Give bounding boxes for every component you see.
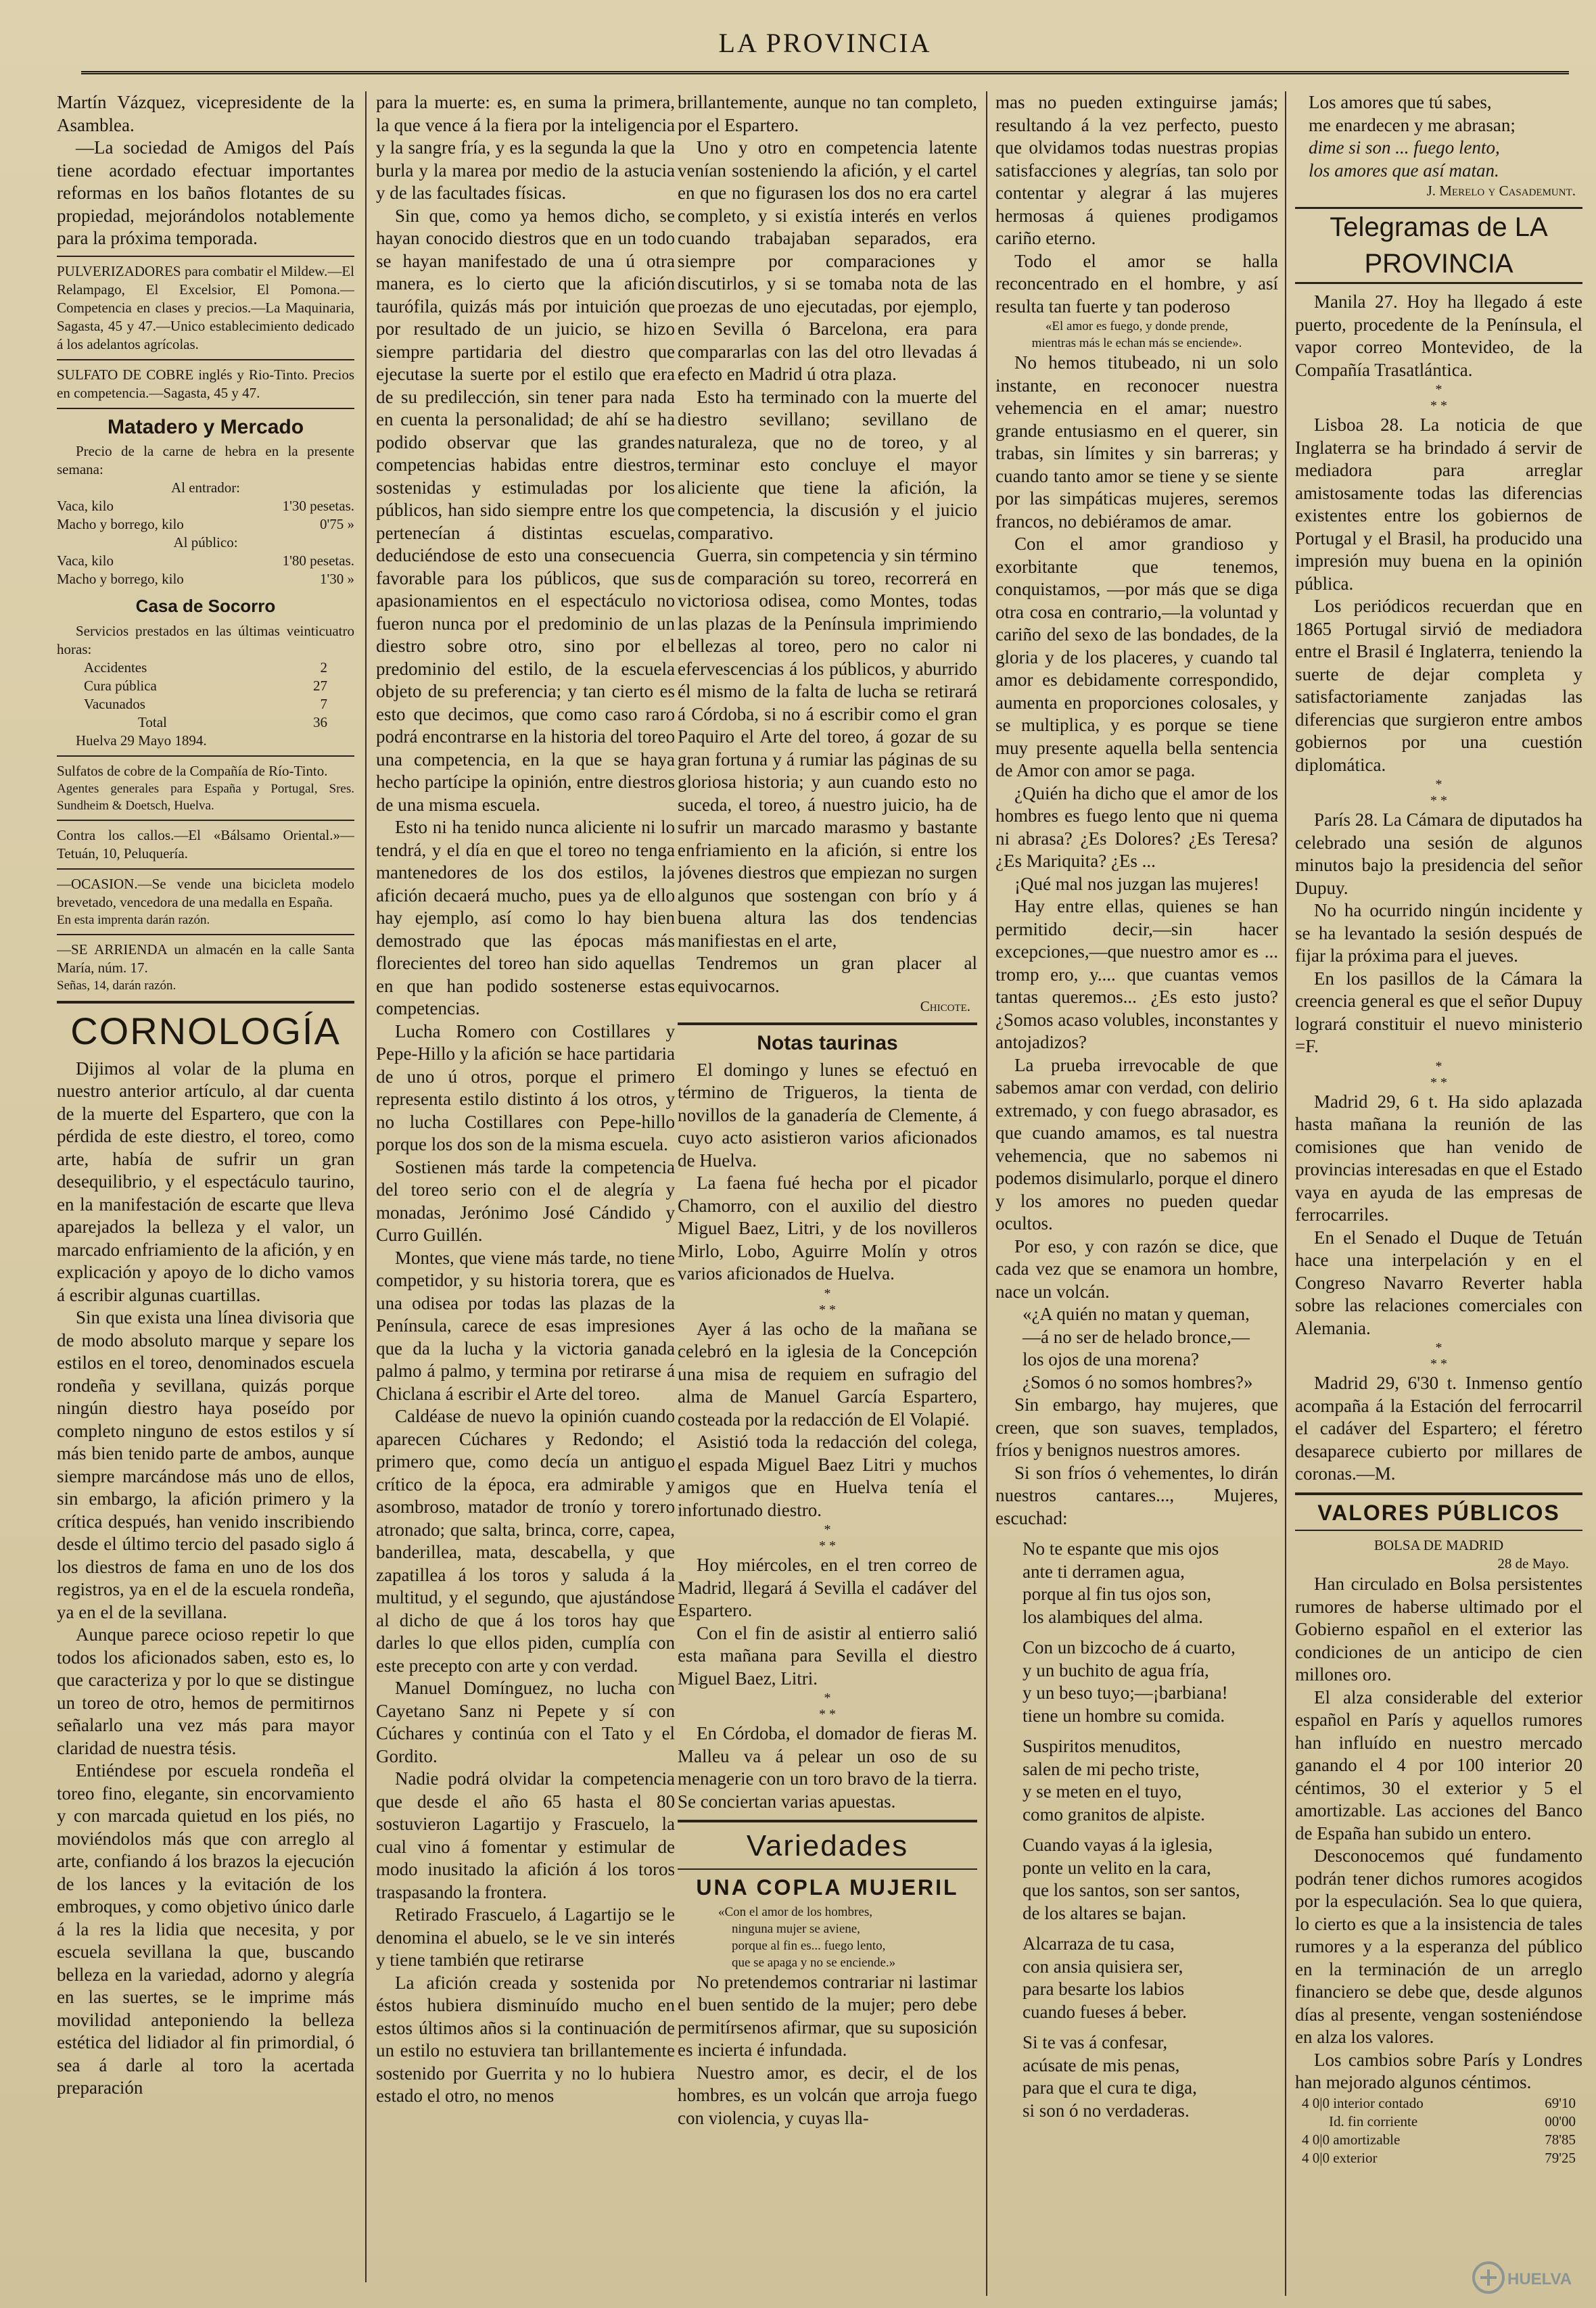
paragraph: París 28. La Cámara de diputados ha celebrado una sesión de algunos minutos bajo la presidencia del señor Dupuy. <box>1295 809 1582 898</box>
quote-line: mientras más le echan más se enciende». <box>1031 336 1242 350</box>
paragraph: No hemos titubeado, ni un solo instante, en reconocer nuestra vehemencia en el amar; nuestro grande entusiasmo en el querer, sin trabas, sin límites y sin barreras; y cuando tanto amor se tiene y se siente por las simpáticas mujeres, seremos francos, no debiéramos de amar. <box>995 352 1278 532</box>
verse-line: porque al fin tus ojos son, <box>1023 1584 1211 1604</box>
advertisement: —OCASION.—Se vende una bicicleta modelo brevetado, vencedora de una medalla en España. <box>57 875 354 910</box>
paragraph: Uno y otro en competencia latente venían sosteniendo la afición, y el cartel en que no figurasen los dos no era cartel completo, y si existía interés en verlos cuando trabajaban separados, era siempre por comparaciones y discutirlos, y si se tomaba nota de las proezas de uno ejecutadas, por ejemplo, en Sevilla ó Barcelona, era para compararlas con las del otro llevadas á efecto en Madrid ú otra plaza. <box>678 137 977 384</box>
divider <box>1295 1530 1582 1531</box>
paragraph: No ha ocurrido ningún incidente y se ha levantado la sesión después de fijar la próxima para el jueves. <box>1295 900 1582 966</box>
subheading: BOLSA DE MADRID <box>1374 1537 1504 1553</box>
verse-line: que los santos, son ser santos, <box>1023 1880 1240 1900</box>
masthead <box>81 27 1569 74</box>
verse-line: para que el cura te diga, <box>1023 2077 1197 2098</box>
verse-line: y se meten en el tuyo, <box>1023 1781 1182 1801</box>
price-row <box>57 497 354 515</box>
article-title: CORNOLOGÍA <box>70 1009 341 1052</box>
paragraph: Los cambios sobre París y Londres han mejorado algunos céntimos. <box>1295 2049 1582 2092</box>
paragraph: Con el amor grandioso y exorbitante que tenemos, conquistamos, —por más que se diga otra cosa en contrario,—la voluntad y cariño del sexo de las bondades, de la gloria y de los placeres, y cuando tal amor es debidamente correspondido, aumenta en proporciones colosales, y se multiplica, y es porque se tiene muy presente aquella bella sentencia de Amor con amor se paga. <box>995 534 1278 780</box>
signature: Chicote. <box>920 998 970 1014</box>
paragraph: En los pasillos de la Cámara la creencia general es que el señor Dupuy logrará constituir el nuevo ministerio =F. <box>1295 968 1582 1056</box>
column-5 <box>1295 91 1582 2292</box>
paragraph: El domingo y lunes se efectuó en término de Trigueros, la tienta de novillos de la ganadería de Clemente, á cuyo acto asistieron varios aficionados de Huelva. <box>678 1059 977 1171</box>
paragraph: Asistió toda la redacción del colega, el espada Miguel Baez Litri y muchos amigos que en Huelva tenía el infortunado diestro. <box>678 1432 977 1520</box>
rate-row <box>1295 2149 1582 2167</box>
verse-line: si son ó no verdaderas. <box>1023 2100 1190 2121</box>
divider <box>57 359 354 360</box>
paragraph: Retirado Frascuelo, á Lagartijo se le denomina el abuelo, se le ve sin interés y tiene también que retirarse <box>376 1904 675 1970</box>
advertisement: Agentes generales para España y Portugal, Sres. Sundheim & Doetsch, Huelva. <box>57 781 354 813</box>
verse-line: Suspiritos menuditos, <box>1023 1736 1181 1756</box>
paragraph: Hay entre ellas, quienes se han permitido decir,—sin hacer excepciones,—que nuestro amor es ... tromp ero, y.... que cuantas vemos tantas queremos... ¿Es esto justo? ¿Somos acaso volubles, inconstantes y antojadizos? <box>995 896 1278 1052</box>
paragraph: ¡Qué mal nos juzgan las mujeres! <box>1014 873 1260 894</box>
verse-line: los alambiques del alma. <box>1023 1606 1203 1627</box>
paragraph: Aunque parece ocioso repetir lo que todos los aficionados saben, esto es, lo que caracteriza y por lo que se distingue un toreo de otro, hemos de permitirnos señalarlo una vez más para mayor claridad de nuestra tésis. <box>57 1624 354 1758</box>
rate-value: 69'10 <box>1545 2094 1576 2111</box>
quote-line: «El amor es fuego, y donde prende, <box>1045 319 1229 333</box>
epigraph-line: «Con el amor de los hombres, <box>718 1904 872 1919</box>
verse-line: acúsate de mis penas, <box>1023 2054 1180 2075</box>
paragraph: Hoy miércoles, en el tren correo de Madrid, llegará á Sevilla el cadáver del Espartero. <box>678 1555 977 1620</box>
paragraph: Todo el amor se halla reconcentrado en el hombre, y así resulta tan fuerte y tan poderoso <box>995 250 1278 316</box>
rate-label: 4 0|0 amortizable <box>1302 2131 1401 2148</box>
paragraph: Si son fríos ó vehementes, lo dirán nuestros cantares..., Mujeres, escuchad: <box>995 1462 1278 1528</box>
column-divider <box>365 91 367 2282</box>
column-divider <box>986 91 987 2296</box>
column-3 <box>678 91 977 2292</box>
paragraph: Montes, que viene más tarde, no tiene competidor, y su historia torera, que es una odisea por todas las plazas de la Península, carece de esas impresiones que da la lucha y la victoria ganada palmo á palmo, y termina por retirarse á Chiclana á escribir el Arte del toreo. <box>376 1247 675 1404</box>
verse-line: Alcarraza de tu casa, <box>1023 1933 1175 1954</box>
paragraph: Sin que exista una línea divisoria que de modo absoluto marque y separe los estilos en el toreo, denominados escuela rondeña y sevillana, quizás porque ningún diestro haya poseído por completo ninguno de estos estilos y sí más bien tenido parte de ambos, aunque siempre marcándose más uno de ellos, sin embargo, la afición primero y la crítica después, han venido inscribiendo desde el último tercio del pasado siglo á los diestros de fama en uno de los dos registros, ya en el de la escuela rondeña, ya en el de la sevillana. <box>57 1307 354 1622</box>
advertisement: Señas, 14, darán razón. <box>57 978 177 993</box>
paragraph: No pretendemos contrariar ni lastimar el buen sentido de la mujer; pero debe permitírsenos afirmar, que su suposición es incierta é infundada. <box>678 1971 977 2060</box>
divider <box>57 1001 354 1004</box>
paragraph: para la muerte: es, en suma la primera, la que vence á la fiera por la inteligencia y la sangre fría, y es la segunda la que la burla y la marea por medio de la astucia y de las facultades físicas. <box>376 92 675 203</box>
paragraph: Martín Vázquez, vicepresidente de la Asamblea. <box>57 92 354 135</box>
stat-row <box>57 659 354 677</box>
newspaper-title: LA PROVINCIA <box>718 28 932 58</box>
price-row <box>57 570 354 588</box>
stat-value: 36 <box>313 713 327 730</box>
price-row <box>57 552 354 570</box>
verse-line: salen de mi pecho triste, <box>1023 1758 1200 1779</box>
verse-line: de los altares se bajan. <box>1023 1902 1187 1923</box>
verse-line: los amores que así matan. <box>1309 160 1499 181</box>
rate-label: 4 0|0 interior contado <box>1302 2094 1424 2111</box>
paragraph: Esto ha terminado con la muerte del diestro sevillano; sevillano de naturaleza, que no de toreo, y al terminar esto concluye el mayor aliciente que tiene la afición, la competencia, la discusión y el juicio comparativo. <box>678 386 977 543</box>
paragraph: Han circulado en Bolsa persistentes rumores de haberse ultimado por el Gobierno español en el exterior las condiciones de un anticipo de cien millones oro. <box>1295 1574 1582 1685</box>
paragraph: Madrid 29, 6 t. Ha sido aplazada hasta mañana la reunión de las comisiones que han venido de provincias interesadas en que el Estado vaya en ayuda de las empresas de ferrocarriles. <box>1295 1091 1582 1225</box>
logo-text: HUELVA <box>1507 2270 1572 2288</box>
section-heading: VALORES PÚBLICOS <box>1317 1500 1560 1525</box>
paragraph: Precio de la carne de hebra en la presente semana: <box>57 443 354 477</box>
advertisement: PULVERIZADORES para combatir el Mildew.—El Relampago, El Excelsior, El Pomona.—Competencia en clases y precios.—La Maquinaria, Sagasta, 45 y 47.—Unico establecimiento dedicado á los adelantos agrícolas. <box>57 262 354 352</box>
paragraph: El alza considerable del exterior español en París y aquellos rumores han influído en nuestro mercado ganando el 4 por 100 interior 20 céntimos, 30 el exterior y 5 el amortizable. Las acciones del Banco de España han subido un entero. <box>1295 1687 1582 1843</box>
verse-line: ponte un velito en la cara, <box>1023 1857 1211 1878</box>
stat-label: Total <box>138 713 167 730</box>
verse-line: cuando fueses á beber. <box>1023 2001 1187 2022</box>
verse <box>995 1303 1278 1394</box>
verse-line: ante ti derramen agua, <box>1023 1561 1185 1582</box>
verse-line: Con un bizcocho de á cuarto, <box>1023 1637 1236 1657</box>
price-row <box>57 515 354 534</box>
paragraph: brillantemente, aunque no tan completo, por el Espartero. <box>678 92 977 135</box>
paragraph: Esto ni ha tenido nunca aliciente ni lo tendrá, y el día en que el toreo no tenga mantenedores de los dos estilos, la afición decaerá mucho, pues ya de ello hay ejemplo, así como lo hay bien demostrado que las épocas más florecientes del toreo han sido aquellas en que han podido sostenerse estas competencias. <box>376 817 675 1018</box>
dateline: 28 de Mayo. <box>1497 1555 1569 1572</box>
section-heading: Notas taurinas <box>757 1032 898 1054</box>
verse-line: dime si son ... fuego lento, <box>1309 137 1500 158</box>
rate-value: 79'25 <box>1545 2149 1576 2166</box>
epigraph <box>678 1904 977 1971</box>
stat-row <box>57 677 354 695</box>
epigraph-line: que se apaga y no se enciende.» <box>732 1955 896 1970</box>
paragraph: Por eso, y con razón se dice, que cada vez que se enamora un hombre, nace un volcán. <box>995 1235 1278 1302</box>
paragraph: ¿Quién ha dicho que el amor de los hombres es fuego lento que ni quema ni abrasa? ¿Es Dolores? ¿Es Teresa? ¿Es Mariquita? ¿Es ... <box>995 782 1278 871</box>
paragraph: La prueba irrevocable de que sabemos amar con verdad, con delirio extremado, y con fuego abrasador, es que cuando amamos, es tal nuestra vehemencia, que no sabemos ni podemos disimularlo, porque el dinero y los amores no pueden quedar ocultos. <box>995 1054 1278 1233</box>
stat-value: 27 <box>313 677 327 694</box>
divider <box>57 820 354 821</box>
paragraph: En Córdoba, el domador de fieras M. Malleu va á pelear un oso de su menagerie con un toro bravo de la tierra. Se conciertan varias apuestas. <box>678 1723 977 1812</box>
separator-asterisks: * * * <box>1430 777 1447 808</box>
verse-line: No te espante que mis ojos <box>1023 1538 1219 1559</box>
stat-value: 7 <box>320 695 327 712</box>
paragraph: Los periódicos recuerdan que en 1865 Portugal sirvió de mediadora entre el Brasil é Inglaterra, teniendo la suerte de dejar completa y satisfactoriamente zanjadas las diferencias que surgieron entre ambos gobiernos por una cuestión diplomática. <box>1295 596 1582 775</box>
paragraph: Dijimos al volar de la pluma en nuestro anterior artículo, al dar cuenta de la muerte del Espartero, que con la pérdida de este diestro, el toreo, como arte, había de sufrir un gran desequilibrio, y el espectáculo taurino, en la manifestación de escarte que lleva aparejados la belleza y el valor, un marcado enfriamiento de la afición, y en explicación y apoyo de lo dicho vamos á escribir algunas cuartillas. <box>57 1058 354 1305</box>
paragraph: Servicios prestados en las últimas veinticuatro horas: <box>57 622 354 657</box>
verse <box>995 1636 1278 1727</box>
paragraph: —La sociedad de Amigos del País tiene acordado efectuar importantes reformas en los baños flotantes de su propiedad, mejorándolos notablemente para la próxima temporada. <box>57 137 354 248</box>
verse-line: y un beso tuyo;—¡barbiana! <box>1023 1682 1228 1703</box>
paragraph: Guerra, sin competencia y sin término de comparación su toreo, recorrerá en victoriosa odisea, como Montes, todas las plazas de la Península imprimiendo bellezas al toreo, pero no calor ni efervescencias á los públicos, y aburrido él mismo de la falta de lucha se retirará á Córdoba, si no á escribir como el gran Paquiro el Arte del toreo, á gozar de su gran fortuna y á rumiar las páginas de su gloriosa historia; y aun cuando esto no suceda, el toreo, á nuestro juicio, ha de sufrir un marcado marasmo y bastante enfriamiento en la afición, si entre los jóvenes diestros que empiezan no surgen algunos que sostengan con brío y á buena altura las dos tendencias manifiestas en el arte, <box>678 545 977 951</box>
price-label: Macho y borrego, kilo <box>57 571 184 587</box>
verse-line: Si te vas á confesar, <box>1023 2032 1168 2052</box>
paragraph: Sin que, como ya hemos dicho, se hayan conocido diestros que en un todo se hayan manifestado de una ú otra manera, es lo cierto que la afición taurófila, quizás más por intuición que por resultado de un juicio, se hizo siempre partidaria del diestro que ejecutase la suerte por el estilo que era de su predilección, sin tener para nada en cuenta la personalidad; de ahí se ha podido observar que las grandes competencias habidas entre diestros, sostenidas y estimuladas por los públicos, han sido siempre entre los que pertenecían á distintas escuelas, deduciéndose de esto una consecuencia favorable para los públicos, que sus apasionamientos en el espectáculo no fueron nunca por el predominio de un diestro sobre otro, sino por el predominio del estilo, de la escuela objeto de su preferencia; y tan cierto es esto que decimos, que como caso raro podrá encontrarse en la historia del toreo una competencia, en la que se haya hecho partícipe la opinión, entre diestros de una misma escuela. <box>376 205 675 815</box>
verse <box>995 1933 1278 2023</box>
article-title: UNA COPLA MUJERIL <box>696 1875 959 1900</box>
epigraph-line: porque al fin es... fuego lento, <box>732 1938 886 1953</box>
paragraph: Manila 27. Hoy ha llegado á este puerto, procedente de la Península, el vapor correo Montevideo, de la Compañía Trasatlántica. <box>1295 291 1582 380</box>
divider <box>678 1820 977 1822</box>
stat-row <box>57 713 354 732</box>
rate-row <box>1295 2113 1582 2131</box>
paragraph: Lisboa 28. La noticia de que Inglaterra se ha brindado á servir de mediadora para arreglar amistosamente todas las diferencias existentes entre los gobiernos de Portugal y el Brasil, ha producido una impresión muy buena en la opinión pública. <box>1295 415 1582 594</box>
advertisement: —SE ARRIENDA un almacén en la calle Santa María, núm. 17. <box>57 941 354 976</box>
stat-value: 2 <box>320 659 327 676</box>
subheading: Al entrador: <box>170 479 241 496</box>
rate-label: Id. fin corriente <box>1329 2113 1418 2129</box>
paragraph: mas no pueden extinguirse jamás; resultando á la vez perfecto, puesto que olvidamos todas nuestras propias satisfacciones y alegrías, tan solo por contentar y alegrar á las mujeres hermosas á quienes prodigamos cariño eterno. <box>995 92 1278 248</box>
divider <box>57 934 354 935</box>
section-heading: Telegramas de LA PROVINCIA <box>1295 207 1582 284</box>
stat-row <box>57 695 354 713</box>
price-label: Vaca, kilo <box>57 552 114 569</box>
paragraph: Con el fin de asistir al entierro salió esta mañana para Sevilla el diestro Miguel Baez, Litri. <box>678 1622 977 1689</box>
verse-line: tiene un hombre su comida. <box>1023 1705 1225 1726</box>
verse <box>995 2031 1278 2122</box>
paragraph: Lucha Romero con Costillares y Pepe-Hillo y la afición se hace partidaria de uno ú otros, porque el primero representa estilo distinto á los otros, y no lucha Costillares con Pepe-hillo porque los dos son de la misma escuela. <box>376 1020 675 1154</box>
separator-asterisks: * * * <box>1430 1340 1447 1371</box>
separator-asterisks: * * * <box>819 1286 836 1317</box>
verse-line: Cuando vayas á la iglesia, <box>1023 1835 1213 1855</box>
column-4 <box>995 91 1278 2292</box>
paragraph: Sin embargo, hay mujeres, que creen, que son suaves, templados, fríos y benignos nuestros amores. <box>995 1394 1278 1460</box>
verse-line: Los amores que tú sabes, <box>1309 92 1492 112</box>
epigraph-line: ninguna mujer se aviene, <box>732 1921 860 1936</box>
subheading: Al público: <box>173 534 238 550</box>
paragraph: Tendremos un gran placer al equivocarnos. <box>678 953 977 996</box>
verse-line: con ansia quisiera ser, <box>1023 1956 1183 1977</box>
verse-line: y un buchito de agua fría, <box>1023 1659 1209 1680</box>
separator-asterisks: * * * <box>819 1691 836 1722</box>
verse-line: para besarte los labios <box>1023 1979 1185 1999</box>
verse-line: me enardecen y me abrasan; <box>1309 114 1516 135</box>
verse <box>995 1735 1278 1826</box>
rate-label: 4 0|0 exterior <box>1302 2149 1378 2166</box>
paragraph: Desconocemos qué fundamento podrán tener dichos rumores acogidos por la especulación. Sea lo que quiera, lo cierto es que a la insistencia de tales rumores y a la esperanza del público en la terminación de un arreglo financiero se debe que, desde algunos días al presente, vengan sosteniéndose en alza los valores. <box>1295 1845 1582 2047</box>
divider <box>678 1022 977 1025</box>
price-value: 1'30 pesetas. <box>282 498 354 514</box>
paragraph: Manuel Domínguez, no lucha con Cayetano Sanz ni Pepete y sí con Cúchares y continúa con el Tato y el Gordito. <box>376 1678 675 1766</box>
separator-asterisks: * * * <box>819 1522 836 1553</box>
verse <box>1295 91 1582 182</box>
section-heading: Variedades <box>746 1829 909 1862</box>
price-value: 1'30 » <box>319 571 354 587</box>
advertisement: Sulfatos de cobre de la Compañía de Río-Tinto. <box>57 762 328 779</box>
column-1 <box>57 91 354 2292</box>
divider <box>57 868 354 870</box>
divider <box>57 256 354 257</box>
price-label: Macho y borrego, kilo <box>57 516 184 532</box>
paragraph: Nuestro amor, es decir, el de los hombres, es un volcán que arroja fuego con violencia, y cuyas lla- <box>678 2062 977 2128</box>
divider <box>1295 1492 1582 1495</box>
rate-row <box>1295 2131 1582 2149</box>
paragraph: Ayer á las ocho de la mañana se celebró en la iglesia de la Concepción una misa de requiem en sufragio del alma de Manuel García Espartero, costeada por la redacción de El Volapié. <box>678 1318 977 1430</box>
paragraph: La afición creada y sostenida por éstos hubiera disminuído mucho en estos últimos años si la continuación de un estilo no estuviera tan brillantemente sostenido por Guerrita y no lo hubiera estado el otro, no menos <box>376 1972 675 2106</box>
price-label: Vaca, kilo <box>57 498 114 514</box>
price-value: 0'75 » <box>319 516 354 532</box>
stat-label: Accidentes <box>84 659 147 676</box>
rate-value: 00'00 <box>1545 2113 1576 2129</box>
rate-row <box>1295 2094 1582 2113</box>
price-value: 1'80 pesetas. <box>282 552 354 569</box>
verse <box>995 1834 1278 1925</box>
paragraph: En el Senado el Duque de Tetuán hace una interpelación y en el Congreso Navarro Reverter habla sobre las relaciones comerciales con Alemania. <box>1295 1227 1582 1338</box>
stat-label: Vacunados <box>84 695 145 712</box>
verse-line: como granitos de alpiste. <box>1023 1804 1205 1824</box>
separator-asterisks: * * * <box>1430 382 1447 413</box>
paragraph: Madrid 29, 6'30 t. Inmenso gentío acompaña á la Estación del ferrocarril el cadáver del Espartero; el féretro desaparece cubierto por millares de coronas.—M. <box>1295 1373 1582 1484</box>
paragraph: Caldéase de nuevo la opinión cuando aparecen Cúchares y Redondo; el primero que, como decía un antiguo crítico de la época, era admirable y asombroso, matador de tronío y torero atronado; que salta, brinca, corre, capea, banderillea, mata, descabella, y que zapatillea á los toros y saluda á la multitud, y el segundo, que ajustándose al dicho de que á los toros hay que darles lo que ellos piden, cumplía con este precepto con arte y con verdad. <box>376 1406 675 1676</box>
paragraph: Sostienen más tarde la competencia del toreo serio con el de alegría y monadas, Jerónimo José Cándido y Curro Guillén. <box>376 1156 675 1245</box>
section-heading: Matadero y Mercado <box>107 415 304 438</box>
divider <box>57 408 354 409</box>
signature: J. Merelo y Casademunt. <box>1426 183 1576 199</box>
paragraph: Nadie podrá olvidar la competencia que desde el año 65 hasta el 80 sostuvieron Lagartijo y Frascuelo, la cual vino á fomentar y estimular de modo inusitado la afición á los toros traspasando la frontera. <box>376 1768 675 1902</box>
verse-line: ¿Somos ó no somos hombres?» <box>1023 1371 1253 1392</box>
stat-label: Cura pública <box>84 677 157 694</box>
verse <box>995 1538 1278 1628</box>
column-divider <box>1285 91 1286 2296</box>
dateline: Huelva 29 Mayo 1894. <box>76 732 207 749</box>
advertisement: En esta imprenta darán razón. <box>57 912 210 927</box>
paragraph: Entiéndese por escuela rondeña el toreo fino, elegante, sin encorvamiento y con marcada quietud en los piés, no moviéndolos más que con arreglo al arte, confiando á los brazos la ejecución de los lances y la evitación de los embroques, y como objetivo único darle á la res la lidia que necesita, y por escuela sevillana la que, buscando belleza en la variedad, adorno y alegría en las suertes, se le imprime más movilidad anteponiendo la belleza estética del lidiador al fin primordial, ó sea á darle al toro la acertada preparación <box>57 1760 354 2098</box>
verse-line: «¿A quién no matan y queman, <box>1023 1304 1250 1324</box>
divider <box>678 1868 977 1870</box>
masthead-rule <box>81 71 1569 74</box>
paragraph: La faena fué hecha por el picador Chamorro, con el auxilio del diestro Miguel Baez, Litri, y de los novilleros Mirlo, Lobo, Aguirre Molín y otros varios aficionados de Huelva. <box>678 1173 977 1283</box>
rate-value: 78'85 <box>1545 2131 1576 2148</box>
verse-line: —á no ser de helado bronce,— <box>1023 1326 1250 1347</box>
divider <box>57 755 354 757</box>
column-2 <box>376 91 675 2292</box>
verse-line: los ojos de una morena? <box>1023 1349 1199 1369</box>
advertisement: Contra los callos.—El «Bálsamo Oriental.»—Tetuán, 10, Peluquería. <box>57 826 354 862</box>
archive-logo <box>1471 2259 1572 2297</box>
advertisement: SULFATO DE COBRE inglés y Rio-Tinto. Precios en competencia.—Sagasta, 45 y 47. <box>57 366 354 401</box>
section-heading: Casa de Socorro <box>135 596 276 616</box>
separator-asterisks: * * * <box>1430 1058 1447 1090</box>
